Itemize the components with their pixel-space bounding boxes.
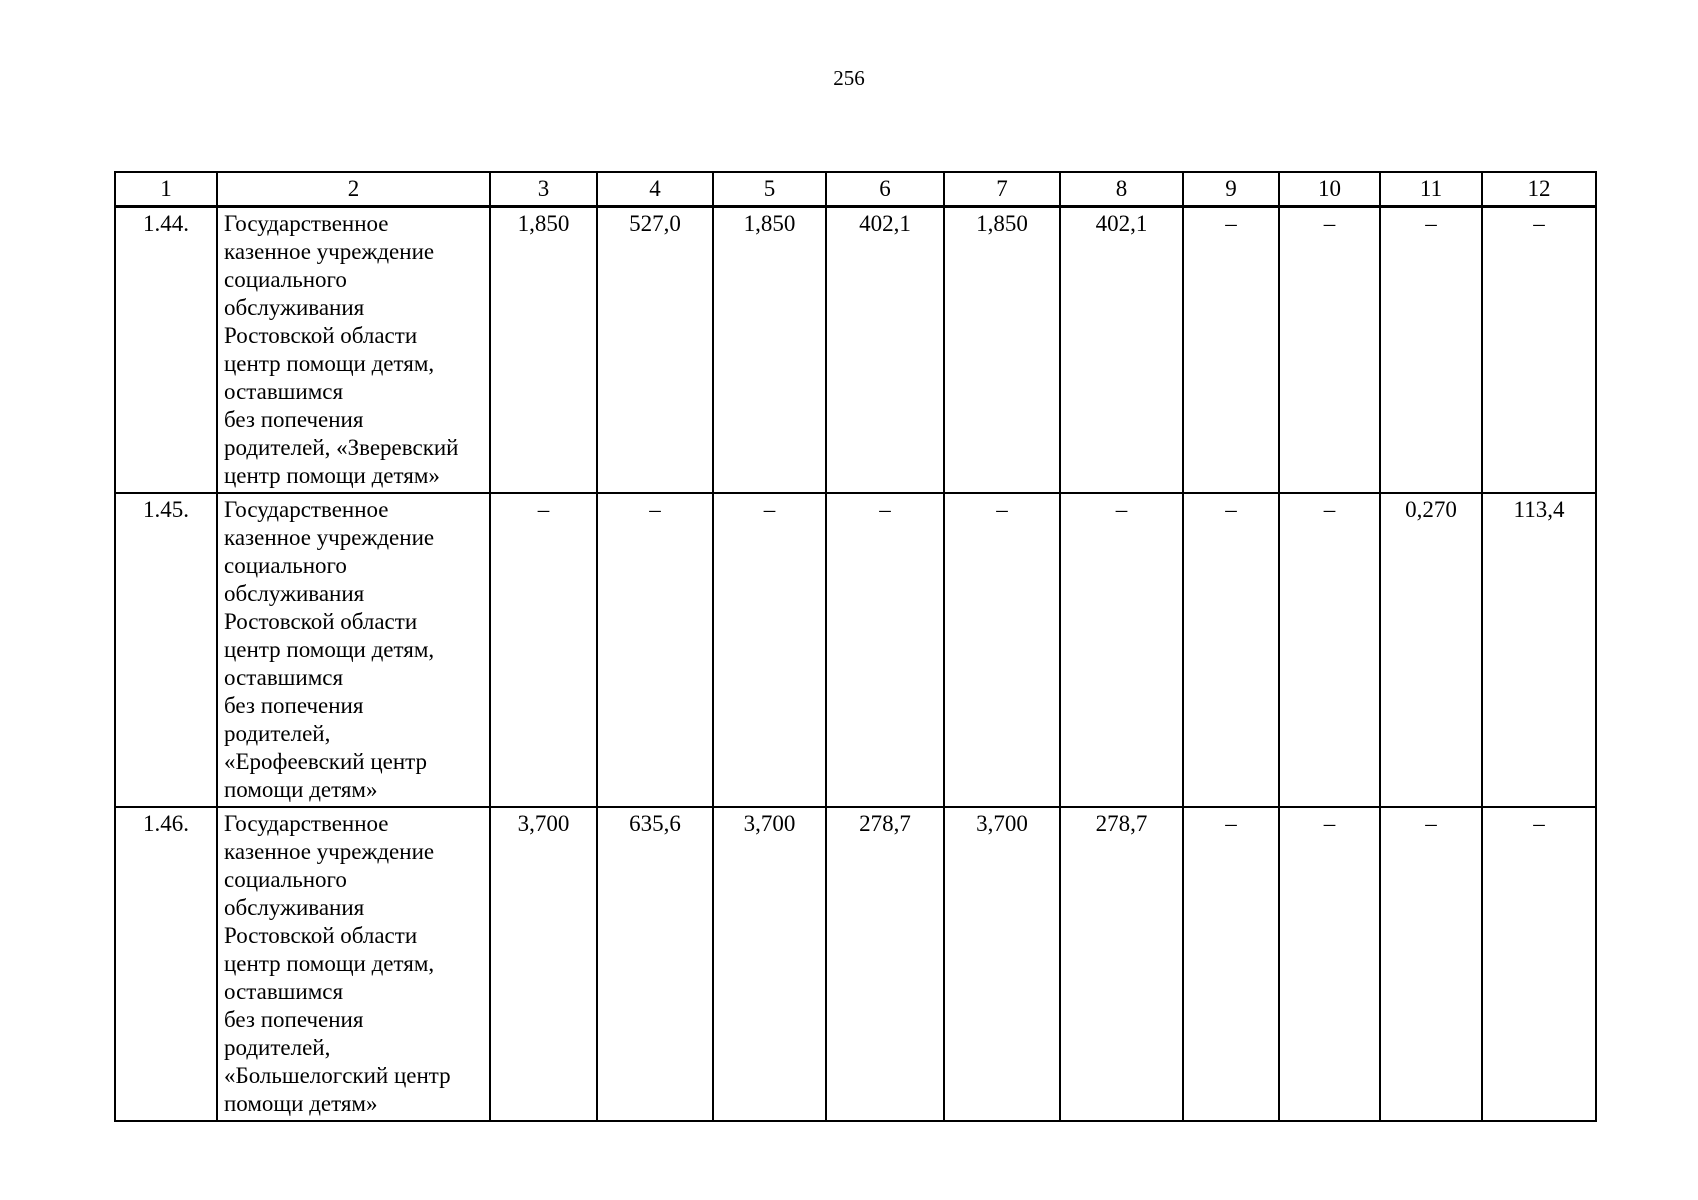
- column-header: 5: [713, 172, 826, 207]
- column-header: 2: [217, 172, 490, 207]
- value-cell: 1,850: [713, 207, 826, 494]
- column-header: 8: [1060, 172, 1183, 207]
- column-header: 7: [944, 172, 1060, 207]
- column-header: 11: [1380, 172, 1482, 207]
- table-header-row: [115, 172, 1596, 207]
- value-cell: 3,700: [713, 807, 826, 1121]
- value-cell: 1,850: [490, 207, 597, 494]
- value-cell: 278,7: [1060, 807, 1183, 1121]
- value-cell: –: [1482, 207, 1596, 494]
- column-header: 10: [1279, 172, 1380, 207]
- column-header: 6: [826, 172, 944, 207]
- value-cell: –: [597, 493, 713, 807]
- value-cell: 3,700: [490, 807, 597, 1121]
- column-header: 3: [490, 172, 597, 207]
- institution-name: Государственное казенное учреждение социального обслуживания Ростовской области центр помощи детям, оставшимся без попечения родителей, «Зверевский центр помощи детям»: [217, 207, 490, 494]
- value-cell: 402,1: [1060, 207, 1183, 494]
- value-cell: –: [1183, 807, 1279, 1121]
- value-cell: –: [1380, 207, 1482, 494]
- value-cell: 0,270: [1380, 493, 1482, 807]
- page-number: 256: [833, 66, 865, 90]
- value-cell: –: [1279, 207, 1380, 494]
- institution-name: Государственное казенное учреждение социального обслуживания Ростовской области центр помощи детям, оставшимся без попечения родителей, «Ерофеевский центр помощи детям»: [217, 493, 490, 807]
- value-cell: –: [1060, 493, 1183, 807]
- value-cell: 3,700: [944, 807, 1060, 1121]
- column-header: 1: [115, 172, 217, 207]
- value-cell: 1,850: [944, 207, 1060, 494]
- value-cell: –: [826, 493, 944, 807]
- row-number: 1.44.: [115, 207, 217, 494]
- value-cell: 278,7: [826, 807, 944, 1121]
- value-cell: 635,6: [597, 807, 713, 1121]
- value-cell: –: [944, 493, 1060, 807]
- institution-name: Государственное казенное учреждение социального обслуживания Ростовской области центр помощи детям, оставшимся без попечения родителей, «Большелогский центр помощи детям»: [217, 807, 490, 1121]
- value-cell: –: [1380, 807, 1482, 1121]
- row-number: 1.45.: [115, 493, 217, 807]
- value-cell: –: [490, 493, 597, 807]
- value-cell: –: [1482, 807, 1596, 1121]
- row-number: 1.46.: [115, 807, 217, 1121]
- value-cell: –: [1183, 207, 1279, 494]
- data-table: [114, 171, 1597, 1122]
- value-cell: 527,0: [597, 207, 713, 494]
- value-cell: 113,4: [1482, 493, 1596, 807]
- table-row: [115, 493, 1596, 807]
- table-row: [115, 807, 1596, 1121]
- column-header: 9: [1183, 172, 1279, 207]
- value-cell: 402,1: [826, 207, 944, 494]
- value-cell: –: [713, 493, 826, 807]
- value-cell: –: [1279, 493, 1380, 807]
- value-cell: –: [1183, 493, 1279, 807]
- table-row: [115, 207, 1596, 494]
- value-cell: –: [1279, 807, 1380, 1121]
- column-header: 12: [1482, 172, 1596, 207]
- column-header: 4: [597, 172, 713, 207]
